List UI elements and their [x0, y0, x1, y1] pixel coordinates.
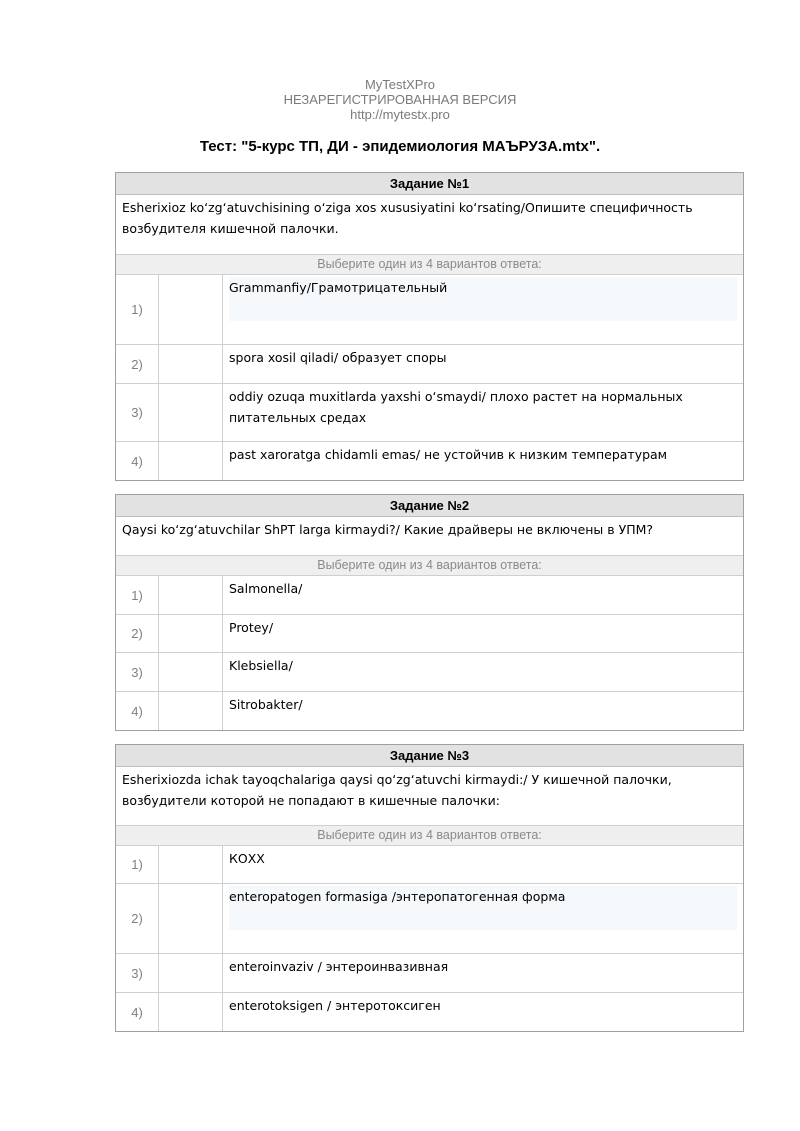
answer-instruction: Выберите один из 4 вариантов ответа: [116, 556, 743, 576]
answer-box[interactable] [159, 653, 223, 691]
app-name: MyTestXPro [364, 77, 436, 92]
task-3 [115, 744, 744, 1032]
answer-box[interactable] [159, 576, 223, 614]
answer-box[interactable] [159, 345, 223, 383]
answer-box[interactable] [159, 692, 223, 730]
answer-box[interactable] [159, 384, 223, 441]
answer-option[interactable] [116, 884, 743, 954]
answer-box[interactable] [159, 846, 223, 883]
option-text: Salmonella/ [229, 581, 303, 596]
answer-box[interactable] [159, 884, 223, 953]
task-2 [115, 494, 744, 731]
question-text: Qaysi koʻzgʻatuvchilar ShPT larga kirmaydi?/ Какие драйверы не включены в УПМ? [116, 517, 743, 556]
option-number: 4) [116, 993, 159, 1031]
answer-instruction: Выберите один из 4 вариантов ответа: [116, 255, 743, 275]
option-text: past xaroratga chidamli emas/ не устойчив к низким температурам [229, 447, 668, 462]
answer-option[interactable] [116, 954, 743, 993]
option-text: oddiy ozuqa muxitlarda yaxshi oʻsmaydi/ плохо растет на нормальных питательных средах [229, 389, 683, 425]
option-text: Klebsiella/ [229, 658, 293, 673]
answer-box[interactable] [159, 442, 223, 480]
answer-option[interactable] [116, 653, 743, 692]
answer-option[interactable] [116, 846, 743, 884]
page-header [0, 77, 800, 155]
task-title: Задание №1 [116, 173, 743, 195]
option-number: 4) [116, 692, 159, 730]
option-highlight: Grammanfiy/Грамотрицательный [229, 277, 737, 321]
answer-option[interactable] [116, 576, 743, 615]
test-title: Тест: "5-курс ТП, ДИ - эпидемиология МАЪРУЗА.mtx". [199, 138, 601, 155]
option-number: 2) [116, 615, 159, 652]
option-number: 3) [116, 653, 159, 691]
answer-option[interactable] [116, 993, 743, 1031]
option-number: 2) [116, 345, 159, 383]
task-1 [115, 172, 744, 481]
option-text: Protey/ [229, 620, 274, 635]
unregistered-notice: НЕЗАРЕГИСТРИРОВАННАЯ ВЕРСИЯ [283, 92, 517, 107]
option-highlight: enteropatogen formasiga /энтеропатогенная форма [229, 886, 737, 930]
answer-box[interactable] [159, 993, 223, 1031]
option-text [223, 884, 743, 953]
answer-option[interactable] [116, 692, 743, 730]
option-number: 2) [116, 884, 159, 953]
answer-box[interactable] [159, 275, 223, 344]
task-title: Задание №3 [116, 745, 743, 767]
option-text [223, 275, 743, 344]
option-number: 3) [116, 384, 159, 441]
answer-option[interactable] [116, 345, 743, 384]
answer-box[interactable] [159, 954, 223, 992]
task-title: Задание №2 [116, 495, 743, 517]
answer-option[interactable] [116, 275, 743, 345]
option-text: enteroinvaziv / энтероинвазивная [229, 959, 449, 974]
answer-instruction: Выберите один из 4 вариантов ответа: [116, 826, 743, 846]
option-text: enterotoksigen / энтеротоксиген [229, 998, 441, 1013]
option-number: 1) [116, 576, 159, 614]
answer-box[interactable] [159, 615, 223, 652]
answer-option[interactable] [116, 615, 743, 653]
option-number: 1) [116, 275, 159, 344]
question-text: Esherixiozda ichak tayoqchalariga qaysi qoʻzgʻatuvchi kirmaydi:/ У кишечной палочки, возбудители которой не попадают в кишечные палочки: [116, 767, 743, 826]
option-text: spora xosil qiladi/ образует споры [229, 350, 447, 365]
option-number: 4) [116, 442, 159, 480]
option-text: Sitrobakter/ [229, 697, 303, 712]
option-number: 1) [116, 846, 159, 883]
answer-option[interactable] [116, 442, 743, 480]
app-url: http://mytestx.pro [350, 107, 450, 122]
option-number: 3) [116, 954, 159, 992]
option-text: КОХХ [229, 851, 265, 866]
answer-option[interactable] [116, 384, 743, 442]
question-text: Esherixioz koʻzgʻatuvchisining oʻziga xos xususiyatini koʻrsating/Опишите специфичность возбудителя кишечной палочки. [116, 195, 743, 255]
